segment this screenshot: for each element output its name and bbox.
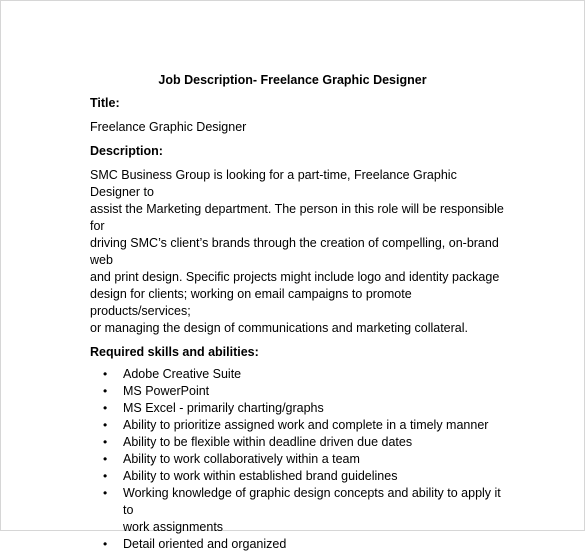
bullet-icon: • [103,401,108,415]
list-item [90,366,510,383]
skill-text: Ability to work collaboratively within a team [123,452,360,466]
bullet-icon: • [103,367,108,381]
list-item [90,468,510,485]
list-item [90,417,510,434]
description-text [90,167,510,337]
skill-text: Ability to work within established brand guidelines [123,469,398,483]
description-line: SMC Business Group is looking for a part-time, Freelance Graphic Designer to [90,168,457,199]
skill-text: Working knowledge of graphic design concepts and ability to apply it to [123,486,501,517]
list-item [90,536,510,553]
title-value: Freelance Graphic Designer [90,120,247,134]
skill-text: Ability to be flexible within deadline driven due dates [123,435,413,449]
description-heading: Description: [90,144,163,158]
description-line: driving SMC’s client’s brands through the creation of compelling, on-brand web [90,236,499,267]
description-line: or managing the design of communications and marketing collateral. [90,321,468,335]
description-line: design for clients; working on email campaigns to promote products/services; [90,287,412,318]
skills-list [90,366,510,553]
list-item [90,451,510,468]
bullet-icon: • [103,418,108,432]
skill-text: Adobe Creative Suite [123,367,242,381]
bullet-icon: • [103,486,108,500]
list-item [90,485,510,536]
list-item [90,400,510,417]
bullet-icon: • [103,435,108,449]
document-body [90,95,510,553]
skill-text-continuation: work assignments [123,520,224,534]
skill-text: MS PowerPoint [123,384,210,398]
bullet-icon: • [103,469,108,483]
document-title: Job Description- Freelance Graphic Designer [158,73,427,87]
title-heading: Title: [90,96,120,110]
skill-text: MS Excel - primarily charting/graphs [123,401,324,415]
description-line: and print design. Specific projects might include logo and identity package [90,270,500,284]
skill-text: Ability to prioritize assigned work and complete in a timely manner [123,418,489,432]
bullet-icon: • [103,537,108,551]
skill-text: Detail oriented and organized [123,537,287,551]
bullet-icon: • [103,384,108,398]
list-item [90,383,510,400]
bullet-icon: • [103,452,108,466]
skills-heading: Required skills and abilities: [90,345,259,359]
description-line: assist the Marketing department. The person in this role will be responsible for [90,202,504,233]
list-item [90,434,510,451]
